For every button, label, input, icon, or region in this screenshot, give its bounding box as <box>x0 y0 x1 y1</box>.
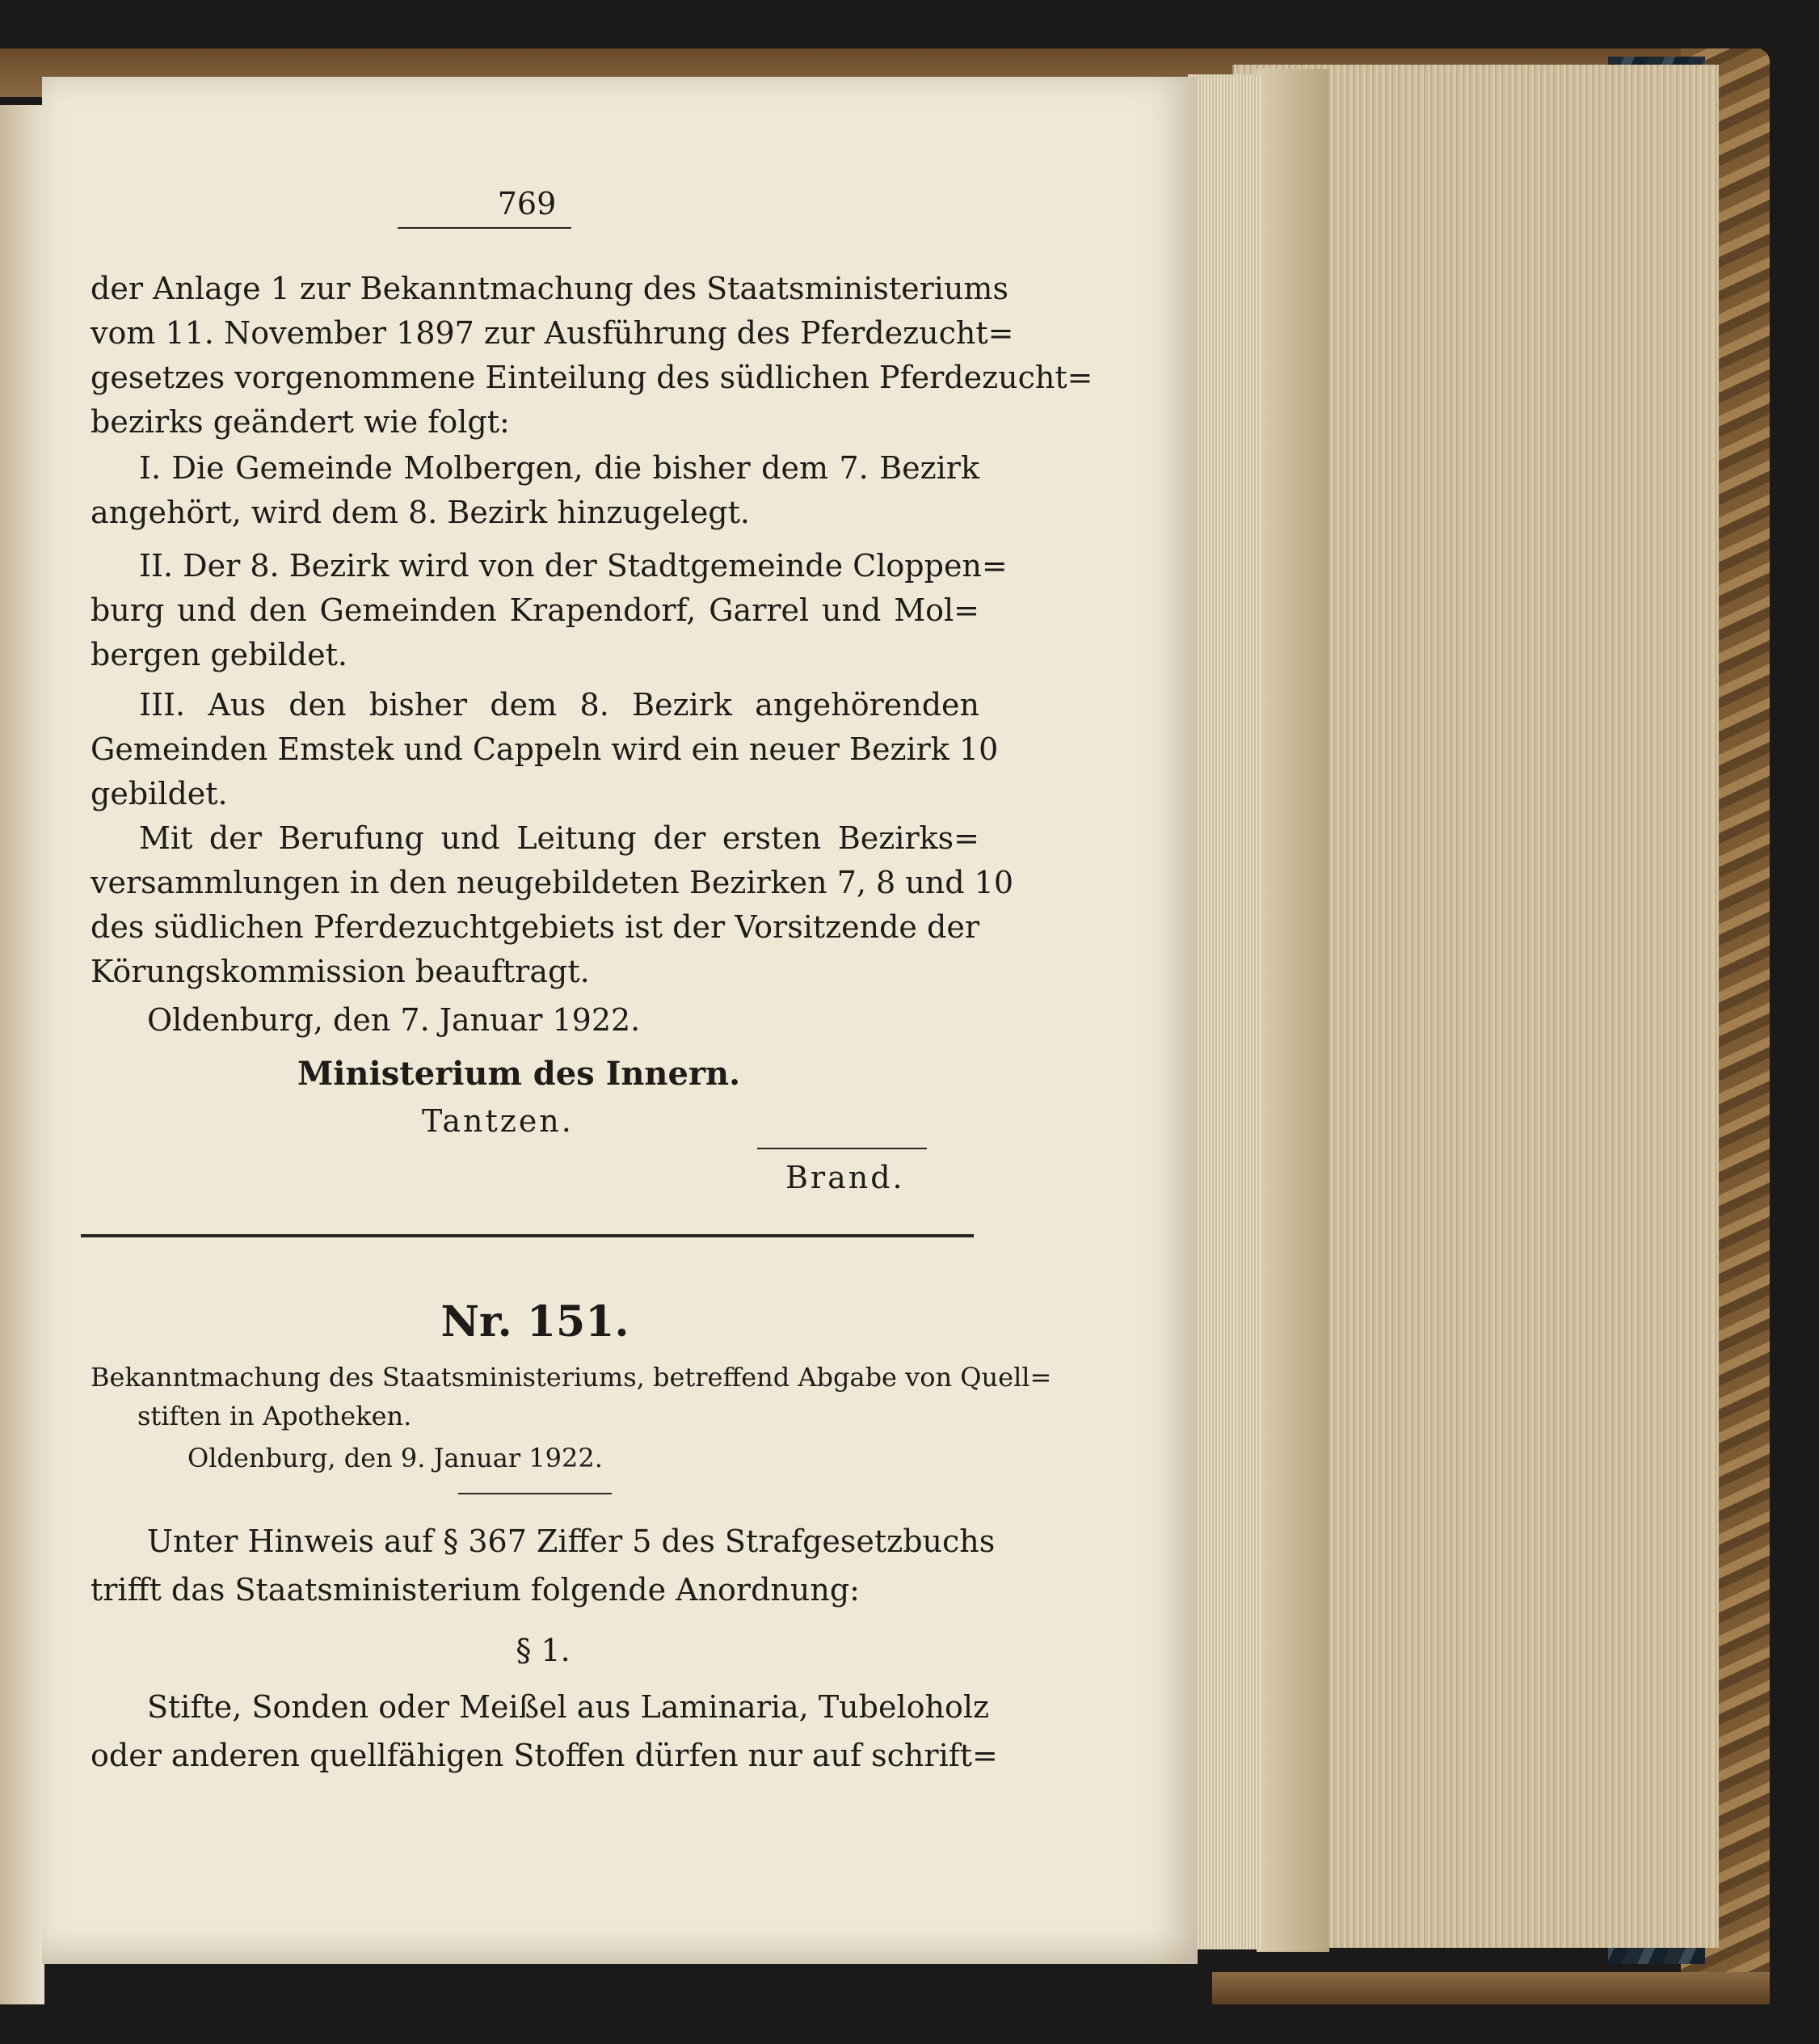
text-line: des südlichen Pferdezuchtgebiets ist der Vorsitzende der <box>91 909 979 945</box>
text-line: versammlungen in den neugebildeten Bezirken 7, 8 und 10 <box>91 865 1014 900</box>
text-line: Körungskommission beauftragt. <box>91 954 590 989</box>
text-line: gesetzes vorgenommene Einteilung des südlichen Pferdezucht= <box>91 360 1093 395</box>
section-divider <box>81 1234 974 1237</box>
section-title-line: Bekanntmachung des Staatsministeriums, betreffend Abgabe von Quell= <box>91 1362 1052 1393</box>
text-line: Mit der Berufung und Leitung der ersten Bezirks= <box>139 820 979 856</box>
text-line: der Anlage 1 zur Bekanntmachung des Staatsministeriums <box>91 271 1008 306</box>
page <box>42 77 1198 1964</box>
section-number: Nr. 151. <box>440 1297 629 1347</box>
text-line: Gemeinden Emstek und Cappeln wird ein neuer Bezirk 10 <box>91 731 999 767</box>
text-line: angehört, wird dem 8. Bezirk hinzugelegt. <box>91 495 750 530</box>
text-line: bergen gebildet. <box>91 637 347 672</box>
page-edges <box>1188 74 1261 1949</box>
short-rule <box>458 1493 612 1494</box>
gutter <box>1257 69 1329 1952</box>
signature-rule <box>757 1148 927 1149</box>
text-line: bezirks geändert wie folgt: <box>91 404 510 440</box>
page-number: 769 <box>497 186 557 221</box>
authority: Ministerium des Innern. <box>297 1055 741 1093</box>
paragraph-heading: § 1. <box>516 1633 571 1668</box>
signature: Tantzen. <box>422 1103 574 1139</box>
text-line: vom 11. November 1897 zur Ausführung des Pferdezucht= <box>91 315 1014 351</box>
text-line: I. Die Gemeinde Molbergen, die bisher dem 7. Bezirk <box>139 450 979 486</box>
place-date: Oldenburg, den 9. Januar 1922. <box>187 1443 603 1473</box>
text-line: burg und den Gemeinden Krapendorf, Garrel und Mol= <box>91 592 979 628</box>
text-line: trifft das Staatsministerium folgende Anordnung: <box>91 1572 860 1608</box>
facing-page-edge <box>0 105 44 2004</box>
text-line: Unter Hinweis auf § 367 Ziffer 5 des Strafgesetzbuchs <box>147 1524 996 1559</box>
text-line: III. Aus den bisher dem 8. Bezirk angehörenden <box>139 687 979 723</box>
text-line: oder anderen quellfähigen Stoffen dürfen nur auf schrift= <box>91 1738 998 1773</box>
signature: Brand. <box>785 1160 905 1195</box>
text-line: II. Der 8. Bezirk wird von der Stadtgemeinde Cloppen= <box>139 548 1008 584</box>
header-rule <box>398 227 571 229</box>
text-line: gebildet. <box>91 776 228 811</box>
place-date: Oldenburg, den 7. Januar 1922. <box>147 1002 641 1038</box>
text-line: Stifte, Sonden oder Meißel aus Laminaria, Tubeloholz <box>147 1689 990 1725</box>
section-title-line: stiften in Apotheken. <box>137 1401 412 1431</box>
book-cover-bottom <box>1212 1972 1770 2004</box>
